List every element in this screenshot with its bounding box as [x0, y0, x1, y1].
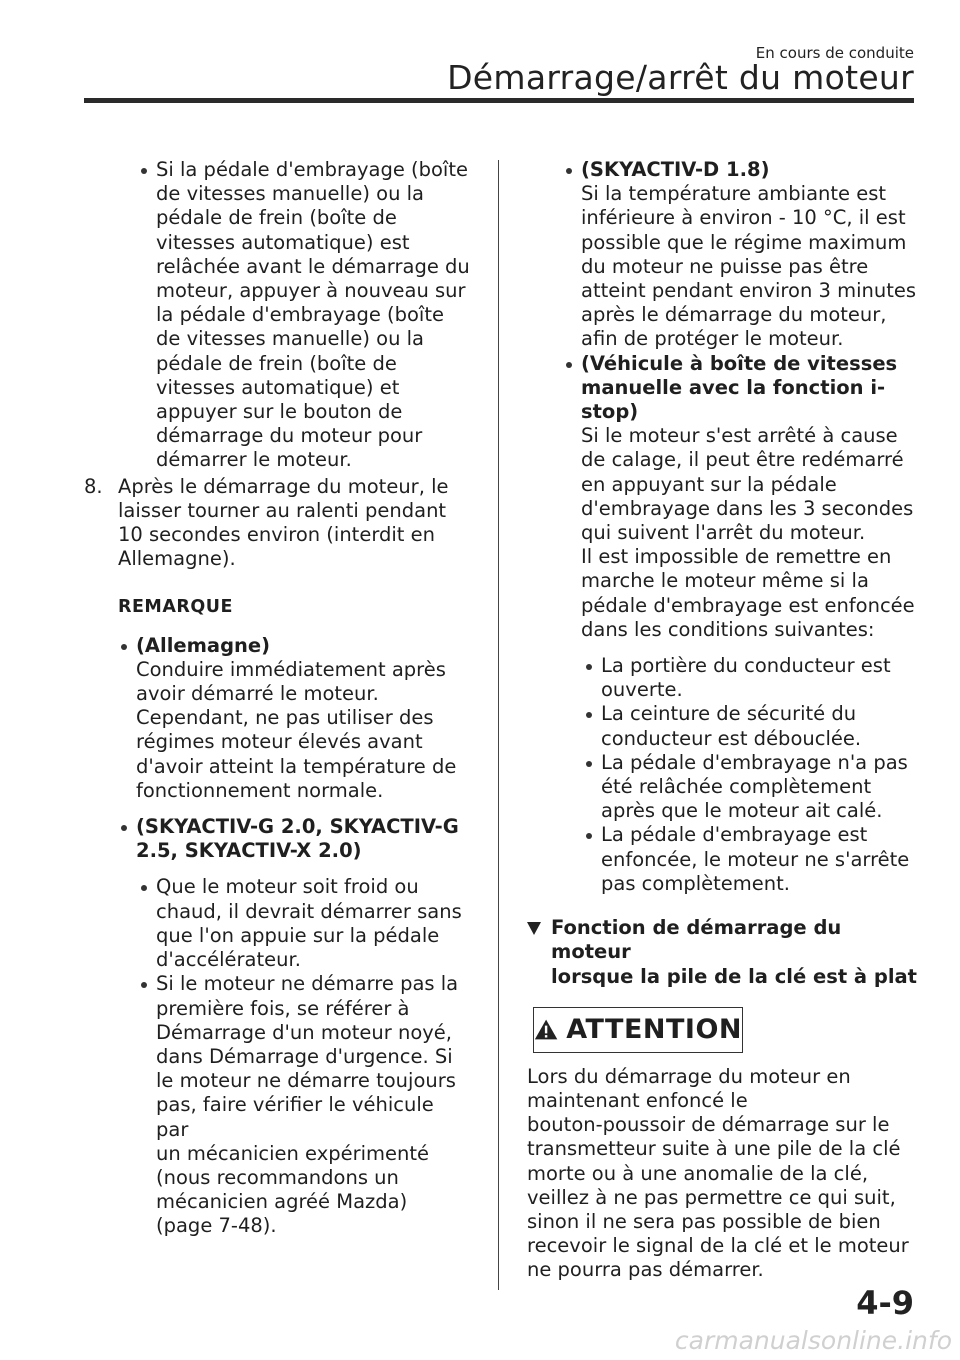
text-line: été relâchée complètement: [601, 775, 872, 799]
note-title: REMARQUE: [118, 597, 233, 618]
section-heading-line: Fonction de démarrage du moteur: [551, 916, 842, 964]
text-line: Après le démarrage du moteur, le: [118, 474, 449, 498]
note-heading: (SKYACTIV-G 2.0, SKYACTIV-G: [136, 815, 459, 839]
bullet-icon: [141, 168, 147, 174]
text-line: pédale de frein (boîte de: [156, 206, 397, 230]
text-line: Démarrage d'un moteur noyé,: [156, 1020, 452, 1044]
text-line: Allemagne).: [118, 547, 236, 571]
note-heading: manuelle avec la fonction i-stop): [581, 375, 886, 424]
attention-label: ATTENTION: [566, 1013, 742, 1045]
triangle-down-icon: [527, 922, 541, 935]
text-line: fonctionnement normale.: [136, 778, 384, 802]
text-line: La pédale d'embrayage est: [601, 823, 868, 847]
text-line: Si le moteur ne démarre pas la: [156, 972, 459, 996]
section-heading: [527, 916, 920, 989]
text-line: pédale d'embrayage est enfoncée: [581, 593, 915, 617]
text-line: de vitesses manuelle) ou la: [156, 182, 425, 206]
text-line: bouton-poussoir de démarrage sur le: [527, 1113, 890, 1137]
text-line: après le démarrage du moteur,: [581, 303, 887, 327]
step-8: [84, 475, 472, 572]
text-line: démarrage du moteur pour: [156, 424, 423, 448]
bullet-pedal-release: [136, 158, 472, 473]
bullet-icon: [586, 664, 592, 670]
text-line: dans Démarrage d'urgence. Si: [156, 1044, 453, 1068]
sub-bullet-first-time: [136, 972, 472, 1238]
text-line: Si la pédale d'embrayage (boîte: [156, 158, 468, 181]
text-line: régimes moteur élevés avant: [136, 730, 423, 754]
text-line: pas, faire vérifier le véhicule par: [156, 1093, 434, 1141]
note-germany: [116, 634, 472, 803]
text-line: démarrer le moteur.: [156, 448, 352, 472]
text-line: ouverte.: [601, 678, 683, 702]
text-line: Si le moteur s'est arrêté à cause: [581, 424, 898, 448]
text-line: possible que le régime maximum: [581, 230, 907, 254]
text-line: sinon il ne sera pas possible de bien: [527, 1209, 881, 1233]
header-section-label: En cours de conduite: [755, 44, 914, 62]
condition-clutch-pressed: [581, 823, 920, 896]
text-line: mécanicien agréé Mazda): [156, 1190, 408, 1214]
text-line: après que le moteur ait calé.: [601, 799, 883, 823]
text-line: Lors du démarrage du moteur en: [527, 1064, 851, 1088]
text-line: conducteur est débouclée.: [601, 726, 862, 750]
text-line: appuyer sur le bouton de: [156, 400, 403, 424]
bullet-icon: [586, 761, 592, 767]
text-line: ne pourra pas démarrer.: [527, 1258, 764, 1282]
text-line: veillez à ne pas permettre ce qui suit,: [527, 1185, 896, 1209]
text-line: marche le moteur même si la: [581, 569, 869, 593]
text-line: un mécanicien expérimenté: [156, 1141, 430, 1165]
note-heading: (SKYACTIV-D 1.8): [581, 158, 770, 181]
text-line: Que le moteur soit froid ou: [156, 875, 419, 899]
text-line: du moteur ne puisse pas être: [581, 254, 869, 278]
text-line: première fois, se référer à: [156, 996, 410, 1020]
text-line: pédale de frein (boîte de: [156, 351, 397, 375]
attention-text: [527, 1065, 920, 1283]
column-divider: [498, 160, 499, 1290]
text-line: 10 secondes environ (interdit en: [118, 523, 435, 547]
note-heading: 2.5, SKYACTIV-X 2.0): [136, 839, 362, 863]
text-line: La pédale d'embrayage n'a pas: [601, 750, 908, 774]
page-number: 4-9: [856, 1284, 914, 1322]
text-line: (page 7-48).: [156, 1214, 277, 1238]
text-line: La ceinture de sécurité du: [601, 702, 857, 726]
text-line: morte ou à une anomalie de la clé,: [527, 1161, 869, 1185]
bullet-icon: [566, 168, 572, 174]
text-line: en appuyant sur la pédale: [581, 472, 837, 496]
watermark: carmanualsonline.info: [674, 1326, 952, 1355]
text-line: d'avoir atteint la température de: [136, 754, 457, 778]
left-column: [84, 158, 472, 1239]
text-line: afin de protéger le moteur.: [581, 327, 844, 351]
note-skyactiv: [116, 815, 472, 1238]
step-number: 8.: [84, 474, 103, 498]
right-column: [527, 158, 920, 1283]
bullet-icon: [121, 644, 127, 650]
text-line: moteur, appuyer à nouveau sur: [156, 279, 466, 303]
bullet-icon: [586, 833, 592, 839]
bullet-icon: [586, 712, 592, 718]
text-line: maintenant enfoncé le: [527, 1088, 748, 1112]
text-line: transmetteur suite à une pile de la clé: [527, 1137, 901, 1161]
text-line: dans les conditions suivantes:: [581, 617, 875, 641]
text-line: atteint pendant environ 3 minutes: [581, 279, 917, 303]
condition-seatbelt: [581, 702, 920, 750]
text-line: que l'on appuie sur la pédale: [156, 923, 440, 947]
note-heading: (Véhicule à boîte de vitesses: [581, 351, 898, 375]
attention-box: [533, 1007, 743, 1053]
text-line: de vitesses manuelle) ou la: [156, 327, 425, 351]
text-line: de calage, il peut être redémarré: [581, 448, 904, 472]
bullet-icon: [566, 362, 572, 368]
note-skyactiv-d: [561, 158, 920, 352]
text-line: vitesses automatique) est: [156, 230, 410, 254]
text-line: enfoncée, le moteur ne s'arrête: [601, 847, 910, 871]
text-line: la pédale d'embrayage (boîte: [156, 303, 444, 327]
text-line: le moteur ne démarre toujours: [156, 1069, 456, 1093]
text-line: Conduire immédiatement après: [136, 657, 446, 681]
bullet-icon: [121, 825, 127, 831]
header-rule: [84, 98, 914, 103]
text-line: pas complètement.: [601, 871, 790, 895]
sub-bullet-cold-hot: [136, 875, 472, 972]
text-line: Cependant, ne pas utiliser des: [136, 706, 434, 730]
warning-icon: [534, 1017, 558, 1042]
text-line: chaud, il devrait démarrer sans: [156, 899, 462, 923]
text-line: inférieure à environ - 10 °C, il est: [581, 206, 906, 230]
text-line: avoir démarré le moteur.: [136, 682, 379, 706]
text-line: Il est impossible de remettre en: [581, 545, 892, 569]
text-line: vitesses automatique) et: [156, 375, 400, 399]
condition-door-open: [581, 654, 920, 702]
text-line: laisser tourner au ralenti pendant: [118, 498, 447, 522]
text-line: La portière du conducteur est: [601, 654, 891, 678]
text-line: (nous recommandons un: [156, 1165, 399, 1189]
text-line: d'accélérateur.: [156, 948, 301, 972]
text-line: d'embrayage dans les 3 secondes: [581, 496, 914, 520]
text-line: qui suivent l'arrêt du moteur.: [581, 521, 866, 545]
note-istop: [561, 352, 920, 896]
text-line: relâchée avant le démarrage du: [156, 254, 470, 278]
text-line: recevoir le signal de la clé et le moteur: [527, 1234, 909, 1258]
condition-clutch-not-released: [581, 751, 920, 824]
bullet-icon: [141, 982, 147, 988]
note-heading: (Allemagne): [136, 633, 271, 657]
section-heading-line: lorsque la pile de la clé est à plat: [551, 964, 918, 988]
page-title: Démarrage/arrêt du moteur: [447, 58, 914, 97]
text-line: Si la température ambiante est: [581, 182, 887, 206]
bullet-icon: [141, 885, 147, 891]
